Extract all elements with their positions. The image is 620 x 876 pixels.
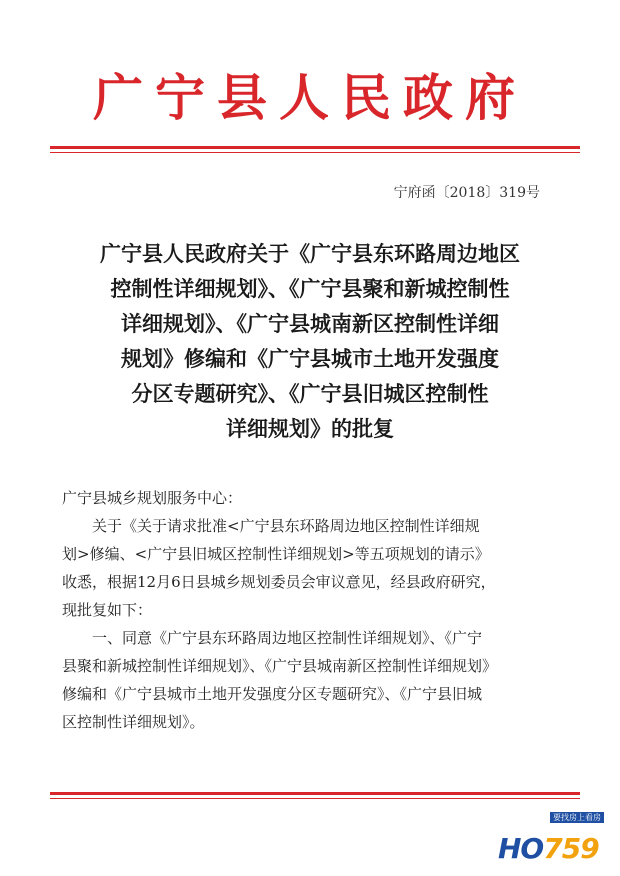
watermark-wordmark-part: HO (498, 832, 544, 865)
header-rule-thick (50, 146, 580, 149)
watermark-wordmark (498, 834, 599, 864)
paragraph-line: 划>修编、<广宁县旧城区控制性详细规划>等五项规划的请示》 (62, 545, 490, 563)
paragraph-line: 关于《关于请求批准<广宁县东环路周边地区控制性详细规 (92, 517, 480, 535)
heading-line: 规划》修编和《广宁县城市土地开发强度 (121, 346, 499, 371)
heading-line: 控制性详细规划》、《广宁县聚和新城控制性 (110, 276, 510, 301)
watermark-logo (496, 810, 606, 866)
recipient-line: 广宁县城乡规划服务中心： (62, 489, 243, 507)
paragraph-line: 一、同意《广宁县东环路周边地区控制性详细规划》、《广宁 (92, 629, 483, 647)
paragraph-line: 县聚和新城控制性详细规划》、《广宁县城南新区控制性详细规划》 (62, 657, 498, 675)
header-rule-thin (50, 152, 580, 153)
issuing-authority-title: 广宁县人民政府 (93, 68, 527, 127)
watermark-wordmark-part: 759 (543, 832, 599, 865)
paragraph-request (62, 512, 562, 624)
paragraph-line: 区控制性详细规划》。 (62, 713, 205, 731)
heading-line: 分区专题研究》、《广宁县旧城区控制性 (131, 381, 489, 406)
heading-line: 广宁县人民政府关于《广宁县东环路周边地区 (100, 241, 520, 266)
heading-line: 详细规划》、《广宁县城南新区控制性详细 (121, 311, 499, 336)
watermark-tagline: 要找房上看房 (550, 812, 604, 823)
document-number: 宁府函〔2018〕319号 (393, 185, 540, 201)
footer-rule-thin (50, 798, 580, 799)
paragraph-line: 现批复如下： (62, 601, 153, 619)
paragraph-approval (62, 624, 562, 736)
document-heading (60, 236, 560, 446)
paragraph-line: 修编和《广宁县城市土地开发强度分区专题研究》、《广宁县旧城 (62, 685, 483, 703)
paragraph-line: 收悉，根据12月6日县城乡规划委员会审议意见，经县政府研究， (62, 573, 496, 591)
heading-line: 详细规划》的批复 (226, 416, 394, 441)
footer-rule-thick (50, 792, 580, 795)
